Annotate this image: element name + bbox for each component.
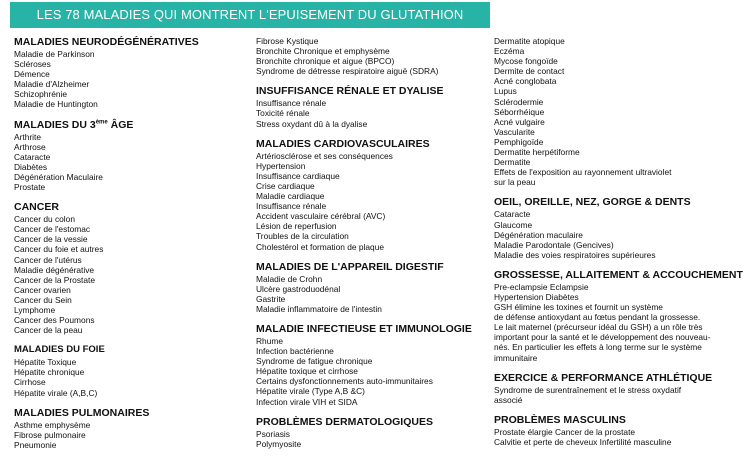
list-item: associé <box>494 394 523 405</box>
list-item: Ulcère gastroduodénal <box>256 283 341 294</box>
section-title: MALADIES DU 3ème ÂGE <box>14 118 134 131</box>
page-title-banner: LES 78 MALADIES QUI MONTRENT L'EPUISEMENT DU GLUTATHION <box>10 2 490 28</box>
section-pulmonaires-suite <box>256 36 488 76</box>
section-dermatologiques <box>256 416 488 449</box>
list-item: Rhume <box>256 335 283 346</box>
list-item: Lésion de reperfusion <box>256 221 337 232</box>
section-title: MALADIES DU FOIE <box>14 344 105 356</box>
list-item: Le lait maternel (précurseur idéal du GSH) a un rôle très <box>494 322 703 333</box>
list-item: Fibrose pulmonaire <box>14 429 86 440</box>
list-item: Sclérodermie <box>494 96 544 107</box>
list-item: Prostate <box>14 182 46 193</box>
list-item: Mycose fongoïde <box>494 56 558 67</box>
list-item: Maladie dégénérative <box>14 264 95 275</box>
list-item: Maladie Parodontale (Gencives) <box>494 239 614 250</box>
section-title: MALADIES CARDIOVASCULAIRES <box>256 137 430 150</box>
list-item: immunitaire <box>494 352 538 363</box>
list-item: Schizophrénie <box>14 89 68 100</box>
section-title: CANCER <box>14 201 59 214</box>
list-item: Cataracte <box>14 151 51 162</box>
section-title: MALADIE INFECTIEUSE ET IMMUNOLOGIE <box>256 322 472 335</box>
list-item: Dermatite herpétiforme <box>494 147 580 158</box>
list-item: Cancer de la vessie <box>14 234 88 245</box>
list-item: Toxicité rénale <box>256 108 310 119</box>
section-appareil-digestif <box>256 261 488 314</box>
list-item: Hépatite toxique et cirrhose <box>256 366 358 377</box>
section-cancer <box>14 201 246 335</box>
list-item: Maladie inflammatoire de l'intestin <box>256 303 382 314</box>
section-title: PROBLÈMES MASCULINS <box>494 413 626 426</box>
column-3 <box>494 36 746 447</box>
list-item: Acné vulgaire <box>494 116 545 127</box>
list-item: Bronchite chronique et aigue (BPCO) <box>256 56 395 67</box>
list-item: Hépatite Toxique <box>14 357 77 368</box>
list-item: Prostate élargie Cancer de la prostate <box>494 426 636 437</box>
list-item: Cancer de la Prostate <box>14 274 96 285</box>
list-item: Insuffisance rénale <box>256 201 327 212</box>
list-item: Dermatite atopique <box>494 36 565 46</box>
section-grossesse <box>494 269 746 363</box>
section-title: PROBLÈMES DERMATOLOGIQUES <box>256 415 433 428</box>
list-item: Stress oxydant dû à la dyalise <box>256 118 368 129</box>
list-item: Infection virale VIH et SIDA <box>256 396 358 407</box>
list-item: Maladie de Crohn <box>256 273 323 284</box>
list-item: Cancer de l'estomac <box>14 224 91 235</box>
list-item: Syndrome de fatigue chronique <box>256 356 373 367</box>
list-item: Artériosclérose et ses conséquences <box>256 150 393 161</box>
list-item: Accident vasculaire cérébral (AVC) <box>256 211 386 222</box>
list-item: Maladie de Parkinson <box>14 49 95 59</box>
section-title: MALADIES NEURODÉGÉNÉRATIVES <box>14 36 199 48</box>
list-item: Hépatite virale (A,B,C) <box>14 387 98 398</box>
list-item: Maladie d'Alzheimer <box>14 79 90 90</box>
list-item: Pemphigoïde <box>494 136 544 147</box>
list-item: Syndrome de détresse respiratoire aiguë (SDRA) <box>256 66 439 77</box>
section-insuffisance-renale <box>256 85 488 128</box>
list-item: Insuffisance rénale <box>256 98 327 109</box>
section-foie <box>14 344 246 397</box>
list-item: Troubles de la circulation <box>256 231 349 242</box>
list-item: Bronchite Chronique et emphysème <box>256 46 390 57</box>
list-item: Eczéma <box>494 46 525 57</box>
list-item: Psoriasis <box>256 428 290 439</box>
list-item: Cancer de la peau <box>14 325 83 336</box>
list-item: Cirrhose <box>14 377 46 388</box>
section-title: OEIL, OREILLE, NEZ, GORGE & DENTS <box>494 196 691 209</box>
list-item: Dégénération Maculaire <box>14 171 103 182</box>
list-item: Maladie de Huntington <box>14 99 98 110</box>
section-title: MALADIES PULMONAIRES <box>14 406 150 419</box>
section-infectieuse-immunologie <box>256 323 488 407</box>
list-item: Syndrome de surentraînement et le stress oxydatif <box>494 384 682 395</box>
list-item: Cancer du Sein <box>14 294 72 305</box>
list-item: important pour la santé et le développement des nouveau- <box>494 332 711 343</box>
list-item: Diabètes <box>14 161 48 172</box>
column-2 <box>256 36 488 449</box>
list-item: Démence <box>14 69 50 80</box>
list-item: Maladie des voies respiratoires supérieures <box>494 249 656 260</box>
section-title: MALADIES DE L'APPAREIL DIGESTIF <box>256 260 444 273</box>
list-item: Maladie cardiaque <box>256 191 325 202</box>
section-pulmonaires <box>14 407 246 450</box>
list-item: Arthrose <box>14 141 46 152</box>
list-item: Lupus <box>494 86 517 97</box>
list-item: Cancer des Poumons <box>14 315 95 326</box>
list-item: Hypertension Diabètes <box>494 291 579 302</box>
list-item: nés. En particulier les effets à long terme sur le système <box>494 342 702 353</box>
list-item: Cataracte <box>494 209 531 220</box>
section-exercice-performance <box>494 372 746 405</box>
list-item: Asthme emphysème <box>14 419 91 430</box>
list-item: Lymphome <box>14 304 56 315</box>
list-item: Dermatite <box>494 157 531 168</box>
list-item: Pneumonie <box>14 439 57 450</box>
section-dermatologiques-suite <box>494 36 746 187</box>
list-item: Insuffisance cardiaque <box>256 170 340 181</box>
list-item: Hépatite virale (Type A,B &C) <box>256 386 365 397</box>
section-title: INSUFFISANCE RÉNALE ET DYALISE <box>256 85 444 98</box>
section-title: GROSSESSE, ALLAITEMENT & ACCOUCHEMENT <box>494 268 743 281</box>
section-neurodegenerative <box>14 36 246 110</box>
list-item: Cancer du colon <box>14 214 75 225</box>
list-item: Calvitie et perte de cheveux Infertilité masculine <box>494 436 672 447</box>
list-item: Cholestérol et formation de plaque <box>256 241 385 252</box>
list-item: Glaucome <box>494 219 533 230</box>
list-item: Polymyosite <box>256 438 302 449</box>
section-troisieme-age <box>14 119 246 193</box>
list-item: Infection bactérienne <box>256 346 334 357</box>
list-item: de défense antioxydant au fœtus pendant la grossesse. <box>494 312 701 323</box>
list-item: Vascularite <box>494 126 535 137</box>
list-item: Acné conglobata <box>494 76 557 87</box>
list-item: Cancer ovarien <box>14 284 71 295</box>
list-item: Effets de l'exposition au rayonnement ultraviolet <box>494 167 672 178</box>
column-1 <box>14 36 246 450</box>
list-item: Certains dysfonctionnements auto-immunitaires <box>256 376 433 387</box>
section-cardiovasculaires <box>256 138 488 252</box>
list-item: Arthrite <box>14 131 41 142</box>
list-item: GSH élimine les toxines et fournit un système <box>494 302 663 313</box>
list-item: Dégénération maculaire <box>494 229 583 240</box>
list-item: Séborrhéique <box>494 106 545 117</box>
list-item: Hypertension <box>256 160 306 171</box>
list-item: Crise cardiaque <box>256 180 315 191</box>
section-oeil-oreille-nez-gorge-dents <box>494 196 746 259</box>
list-item: Cancer de l'utérus <box>14 254 82 265</box>
section-problemes-masculins <box>494 414 746 447</box>
list-item: sur la peau <box>494 177 536 188</box>
list-item: Dermite de contact <box>494 66 565 77</box>
list-item: Hépatite chronique <box>14 367 85 378</box>
section-title: EXERCICE & PERFORMANCE ATHLÉTIQUE <box>494 371 713 384</box>
list-item: Pre-eclampsie Eclampsie <box>494 281 589 292</box>
list-item: Fibrose Kystique <box>256 36 319 46</box>
list-item: Cancer du foie et autres <box>14 244 104 255</box>
list-item: Gastrite <box>256 293 286 304</box>
list-item: Scléroses <box>14 59 51 70</box>
